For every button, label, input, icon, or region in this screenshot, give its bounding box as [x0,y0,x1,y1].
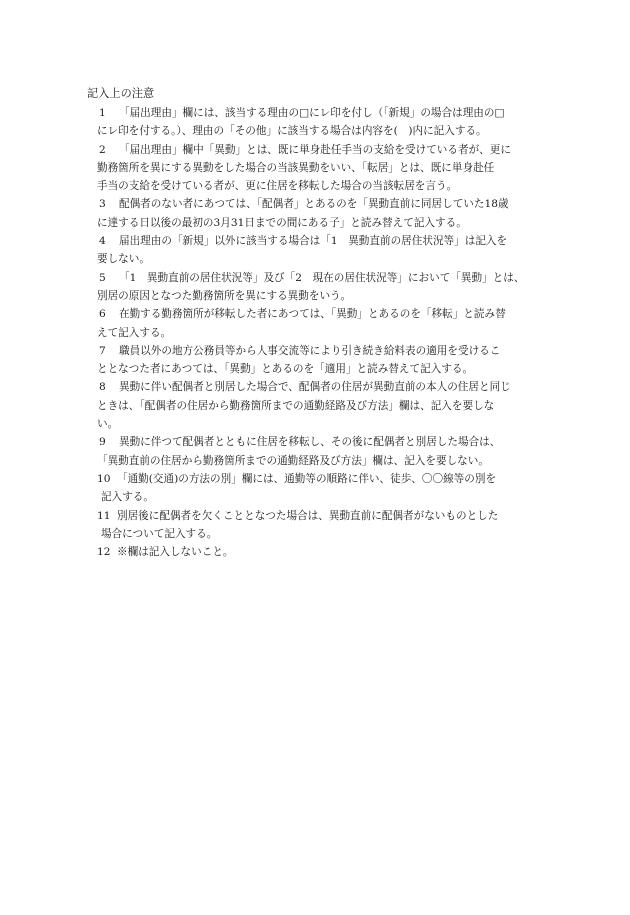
note-number: 1 [99,107,106,119]
note-item [87,378,557,433]
document-heading: 記入上の注意 [87,87,155,100]
note-item [87,433,557,470]
note-line [87,214,557,232]
note-text: 別居の原因となつた勤務箇所を異にする異動をいう。 [97,289,352,302]
note-number: 8 [99,381,106,394]
note-text: 「届出理由」欄中「異動」とは、既に単身赴任手当の支給を受けている者が、更に [119,143,511,156]
note-number: 10 [97,472,111,485]
note-number: 4 [99,235,106,248]
note-item [87,269,557,306]
note-line [87,452,557,470]
note-text: 異動に伴つて配偶者とともに住居を移転し、その後に配偶者と別居した場合は、 [119,436,501,449]
note-number: 6 [99,308,106,321]
note-line [87,159,557,177]
note-line [87,525,557,543]
note-text: にレ印を付する。）、理由の「その他」に該当する場合は内容を( )内に記入する。 [97,125,487,138]
note-number: 11 [97,509,111,522]
note-text: 記入する。 [101,491,154,504]
note-item [87,507,557,544]
note-text: 在勤する勤務箇所が移転した者にあつては、「異動」とあるのを「移転」と読み替 [119,308,506,321]
note-text: 「異動直前の住居から勤務箇所までの通勤経路及び方法」欄は、記入を要しない。 [97,454,489,467]
note-line [87,415,557,433]
note-text: ※欄は記入しないこと。 [117,546,234,559]
note-number: 2 [99,143,106,156]
note-text: に達する日以後の最初の3月31日までの間にある子」と読み替えて記入する。 [97,216,467,229]
note-number: 12 [97,546,111,559]
note-text: 「1 異動直前の居住状況等」及び「2 現在の居住状況等」において「異動」とは、 [119,271,525,284]
note-line [87,378,557,396]
note-line [87,269,557,287]
note-line [87,232,557,250]
note-number: 9 [99,436,106,449]
note-text: 「届出理由」欄には、該当する理由の□にレ印を付し（「新規」の場合は理由の□ [119,107,505,119]
note-line [87,342,557,360]
note-text: 職員以外の地方公務員等から人事交流等により引き続き給料表の適用を受けるこ [119,344,501,357]
note-line [87,543,557,561]
note-item [87,342,557,379]
note-line [87,470,557,488]
note-number: 5 [99,271,106,284]
note-line [87,324,557,342]
note-text: 届出理由の「新規」以外に該当する場合は「1 異動直前の居住状況等」は記入を [119,235,508,248]
note-line [87,360,557,378]
notes-list [87,104,557,561]
note-line [87,433,557,451]
note-line [87,195,557,213]
note-line [87,122,557,140]
note-item [87,232,557,269]
note-text: 手当の支給を受けている者が、更に住居を移転した場合の当該転居を言う。 [97,180,458,193]
note-item [87,543,557,561]
note-text: 配偶者のない者にあつては、「配偶者」とあるのを「異動直前に同居していた18歳 [119,198,509,211]
note-text: 異動に伴い配偶者と別居した場合で、配偶者の住居が異動直前の本人の住居と同じ [119,381,511,394]
note-text: 場合について記入する。 [101,527,218,540]
note-text: い。 [97,418,119,431]
note-line [87,397,557,415]
note-line [87,305,557,323]
note-text: 要しない。 [97,253,150,266]
note-text: 「通勤(交通)の方法の別」欄には、通勤等の順路に伴い、徒歩、〇〇線等の別を [117,472,497,485]
note-item [87,104,557,141]
note-text: ときは、「配偶者の住居から勤務箇所までの通勤経路及び方法」欄は、記入を要しな [97,399,495,412]
note-number: 3 [99,198,106,211]
note-number: 7 [99,344,106,357]
note-text: 勤務箇所を異にする異動をした場合の当該異動をいい、「転居」とは、既に単身赴任 [97,161,495,174]
note-line [87,250,557,268]
note-line [87,177,557,195]
note-text: 別居後に配偶者を欠くこととなつた場合は、異動直前に配偶者がないものとした [117,509,499,522]
note-item [87,141,557,196]
note-line [87,287,557,305]
note-line [87,141,557,159]
note-line [87,507,557,525]
note-text: えて記入する。 [97,326,172,339]
note-line [87,488,557,506]
note-item [87,305,557,342]
note-item [87,195,557,232]
note-line [87,104,557,122]
note-item [87,470,557,507]
note-text: ととなつた者にあつては、「異動」とあるのを「適用」と読み替えて記入する。 [97,363,474,376]
